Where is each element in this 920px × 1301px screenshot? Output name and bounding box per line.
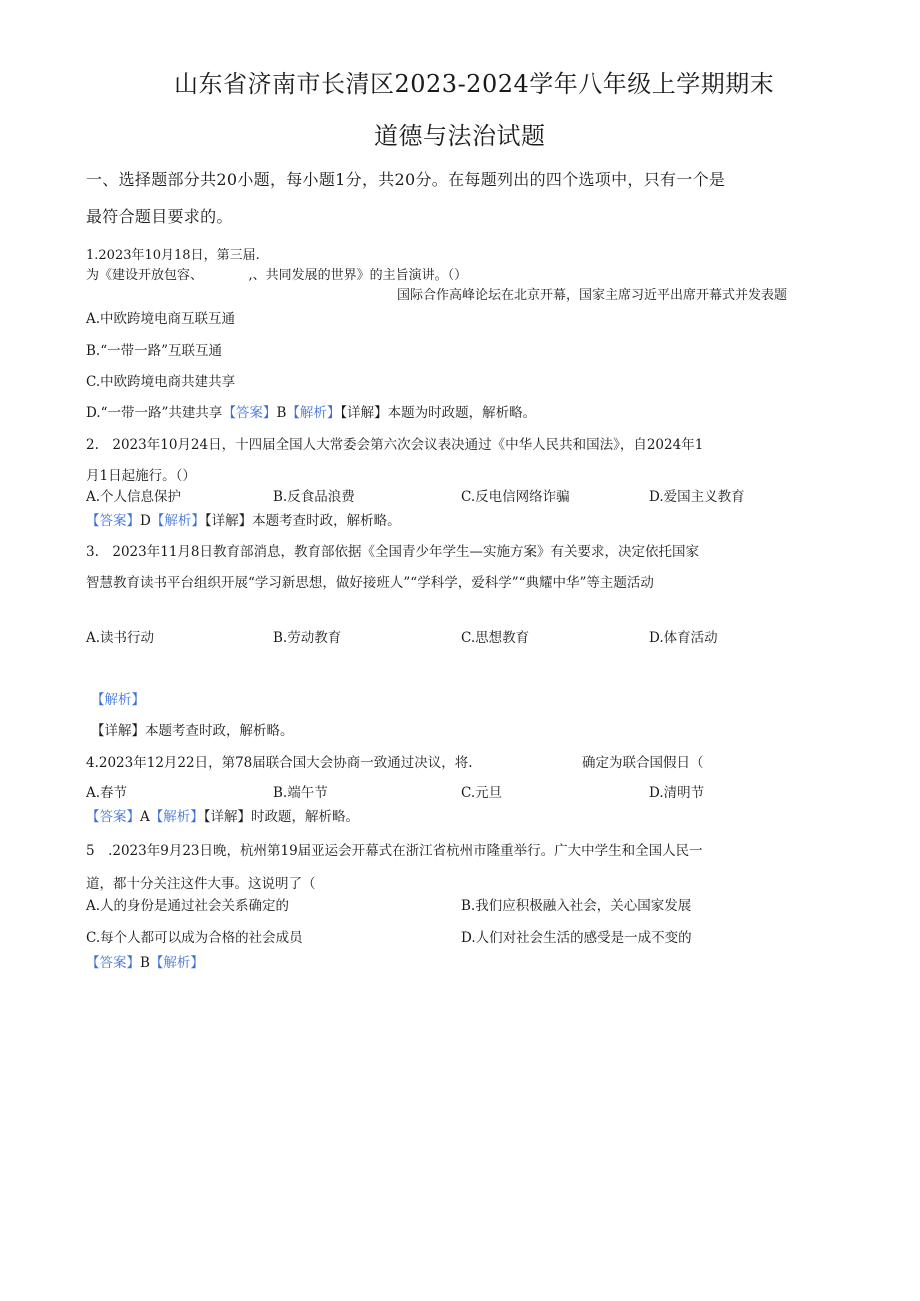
q4-stem-right: 确定为联合国假日（ <box>582 755 704 771</box>
q5-answer-line <box>86 951 204 971</box>
q2-answer-line <box>86 509 401 529</box>
q5-analysis-tag: 【解析】 <box>149 955 204 971</box>
q3-detail: 【详解】本题考查时政，解析略。 <box>91 723 294 739</box>
q3-option-a: A.读书行动 <box>86 630 155 646</box>
q1-option-a: A.中欧跨境电商互联互通 <box>86 311 236 327</box>
q1-stem-line1: 1.2023年10月18日，第三届. <box>86 248 260 263</box>
q5-option-c: C.每个人都可以成为合格的社会成员 <box>86 930 303 946</box>
q1-detail: 【详解】本题为时政题，解析略。 <box>340 405 537 421</box>
q5-stem-line1: 5 .2023年9月23日晚，杭州第19届亚运会开幕式在浙江省杭州市隆重举行。广大中学生和全国人民一 <box>86 843 703 859</box>
q4-option-b: B.端午节 <box>273 785 328 801</box>
q3-option-b: B.劳动教育 <box>273 630 342 646</box>
q5-option-a: A.人的身份是通过社会关系确定的 <box>86 898 290 914</box>
q3-stem-line2: 智慧教育读书平台组织开展“学习新思想，做好接班人”“学科学，爱科学”“典耀中华”等主题活动 <box>86 575 654 591</box>
q1-stem-line2: 为《建设开放包容、 ,、共同发展的世界》的主旨演讲。（） <box>86 268 468 283</box>
q5-stem-line2: 道，都十分关注这件大事。这说明了（ <box>86 876 316 892</box>
q2-option-a: A.个人信息保护 <box>86 489 182 505</box>
q2-detail: 【详解】本题考查时政，解析略。 <box>204 513 401 529</box>
q4-answer-tag: 【答案】 <box>86 809 140 825</box>
q1-option-c: C.中欧跨境电商共建共享 <box>86 374 236 390</box>
q1-answer-value: B <box>276 405 287 421</box>
q1-option-d-answer-line <box>86 401 536 421</box>
q5-answer-tag: 【答案】 <box>86 955 140 971</box>
q2-option-c: C.反电信网络诈骗 <box>461 489 570 505</box>
q2-analysis-tag: 【解析】 <box>150 513 205 529</box>
q4-option-a: A.春节 <box>86 785 128 801</box>
q2-option-b: B.反食品浪费 <box>273 489 355 505</box>
q5-option-d: D.人们对社会生活的感受是一成不变的 <box>461 930 692 946</box>
q4-option-d: D.清明节 <box>649 785 705 801</box>
q5-option-b: B.我们应积极融入社会，关心国家发展 <box>461 898 692 914</box>
q3-option-d: D.体育活动 <box>649 630 718 646</box>
q1-option-d: D.“一带一路”共建共享 <box>86 405 223 421</box>
q4-detail: 【详解】时政题，解析略。 <box>203 809 359 825</box>
q2-option-d: D.爱国主义教育 <box>649 489 745 505</box>
q4-analysis-tag: 【解析】 <box>149 809 204 825</box>
page-title-line1: 山东省济南市长清区2023-2024学年八年级上学期期末 <box>174 70 775 98</box>
q4-option-c: C.元旦 <box>461 785 503 801</box>
q4-answer-line <box>86 805 359 825</box>
section-intro-line1: 一、选择题部分共20小题，每小题1分，共20分。在每题列出的四个选项中，只有一个是 <box>86 170 726 189</box>
q3-stem-line1: 3. 2023年11月8日教育部消息，教育部依据《全国青少年学生—实施方案》有关要求，决定依托国家 <box>86 544 700 560</box>
q2-stem-line1: 2. 2023年10月24日，十四届全国人大常委会第六次会议表决通过《中华人民共和国法》，自2024年1 <box>86 437 704 453</box>
page-title-line2: 道德与法治试题 <box>374 122 546 150</box>
section-intro-line2: 最符合题目要求的。 <box>86 207 233 226</box>
q2-answer-tag: 【答案】 <box>86 513 140 529</box>
q4-stem-left: 4.2023年12月22日，第78届联合国大会协商一致通过决议，将. <box>86 755 473 771</box>
q1-option-b: B.“一带一路”互联互通 <box>86 343 223 359</box>
q3-analysis-tag: 【解析】 <box>91 692 145 708</box>
q2-stem-line2: 月1日起施行。（） <box>86 468 196 484</box>
q3-option-c: C.思想教育 <box>461 630 530 646</box>
q5-answer-value: B <box>140 955 150 971</box>
q1-stem-line3: 国际合作高峰论坛在北京开幕，国家主席习近平出席开幕式并发表题 <box>397 288 788 303</box>
q1-analysis-tag: 【解析】 <box>286 405 341 421</box>
q1-answer-tag: 【答案】 <box>222 405 277 421</box>
q2-answer-value: D <box>140 513 151 529</box>
q4-answer-value: A <box>140 809 150 825</box>
